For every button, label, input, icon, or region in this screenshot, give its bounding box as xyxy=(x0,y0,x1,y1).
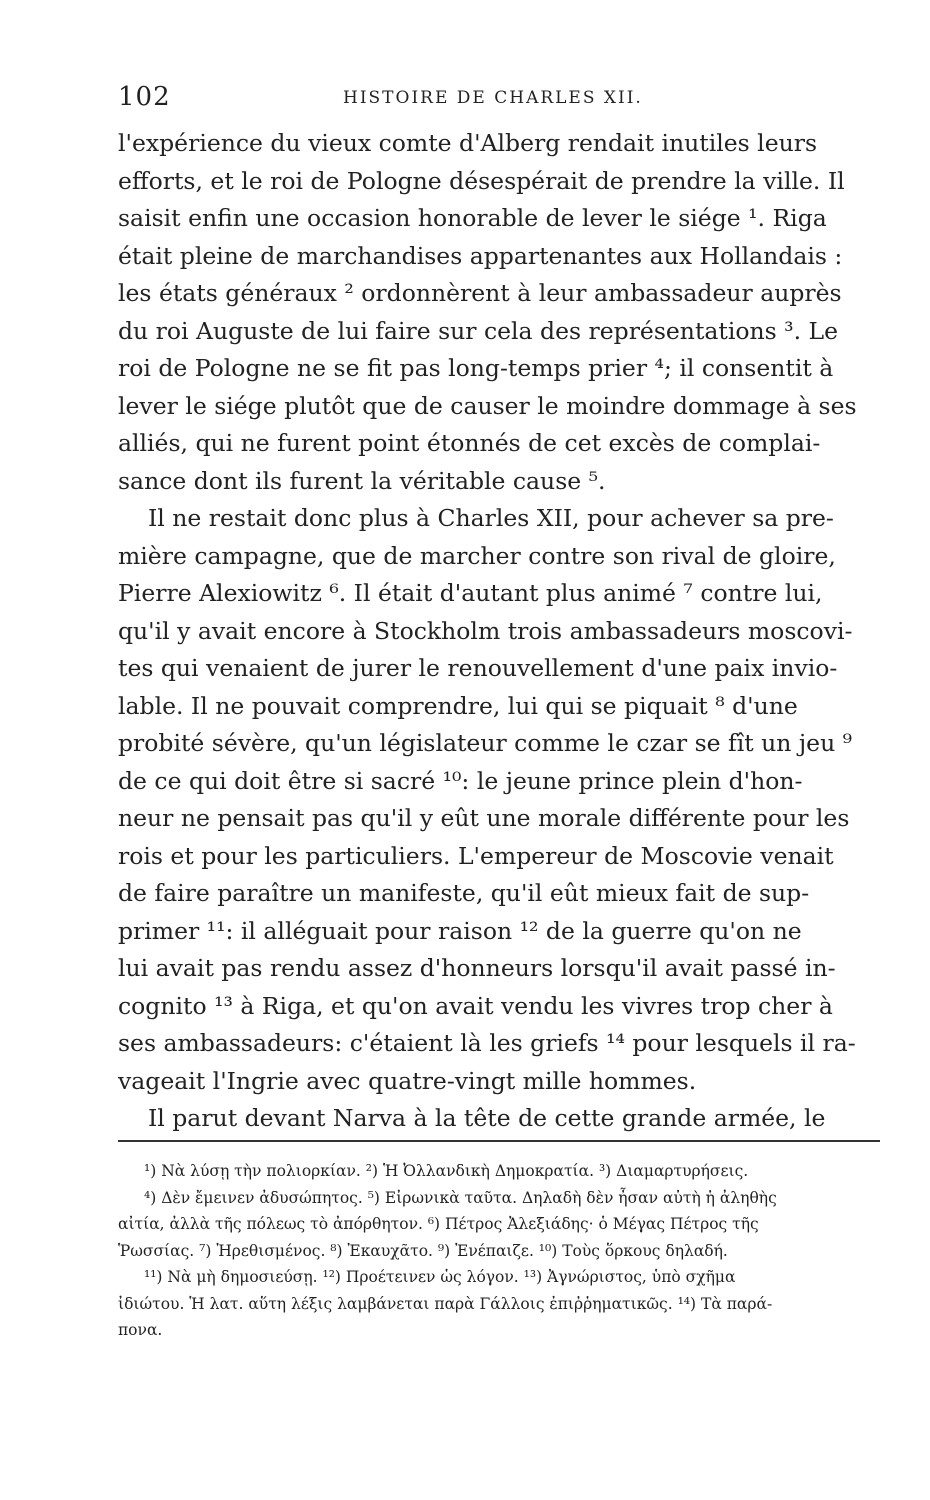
page-header xyxy=(118,82,878,118)
body-line: saisit enfin une occasion honorable de lever le siége ¹. Riga xyxy=(118,204,827,232)
footnote-line: ⁴) Δὲν ἔμεινεν ἀδυσώπητος. ⁵) Εἰρωνικὰ ταῦτα. Δηλαδὴ δὲν ἦσαν αὐτὴ ἡ ἀληθὴς xyxy=(144,1188,777,1207)
body-line: rois et pour les particuliers. L'empereur de Moscovie venait xyxy=(118,841,834,870)
footnote-line: Ῥωσσίας. ⁷) Ἠρεθισμένος. ⁸) Ἐκαυχᾶτο. ⁹) Ἐνέπαιζε. ¹⁰) Τοὺς ὅρκους δηλαδή. xyxy=(118,1241,728,1260)
body-text xyxy=(118,125,880,1138)
body-line: primer ¹¹: il alléguait pour raison ¹² de la guerre qu'on ne xyxy=(118,916,802,945)
footnote-line: ¹¹) Νὰ μὴ δημοσιεύσῃ. ¹²) Προέτεινεν ὡς λόγον. ¹³) Ἀγνώριστος, ὑπὸ σχῆμα xyxy=(144,1268,736,1286)
footnote-line: αἰτία, ἀλλὰ τῆς πόλεως τὸ ἀπόρθητον. ⁶) Πέτρος Ἀλεξιάδης· ὁ Μέγας Πέτρος τῆς xyxy=(118,1215,759,1233)
body-line: alliés, qui ne furent point étonnés de cet excès de complai- xyxy=(118,429,821,457)
body-line: du roi Auguste de lui faire sur cela des représentations ³. Le xyxy=(118,316,839,345)
body-line: vageait l'Ingrie avec quatre-vingt mille hommes. xyxy=(118,1066,697,1095)
body-line: les états généraux ² ordonnèrent à leur ambassadeur auprès xyxy=(118,279,842,307)
page-number: 102 xyxy=(118,82,171,112)
body-line: Pierre Alexiowitz ⁶. Il était d'autant plus animé ⁷ contre lui, xyxy=(118,579,823,607)
body-line: qu'il y avait encore à Stockholm trois ambassadeurs moscovi- xyxy=(118,616,853,645)
footnote-line: ¹) Νὰ λύσῃ τὴν πολιορκίαν. ²) Ἡ Ὀλλανδικὴ Δημοκρατία. ³) Διαμαρτυρήσεις. xyxy=(144,1162,749,1180)
footnote-line: ἰδιώτου. Ἡ λατ. αὕτη λέξις λαμβάνεται παρὰ Γάλλοις ἐπιῤῥηματικῶς. ¹⁴) Τὰ παρά- xyxy=(118,1294,773,1313)
body-line: lever le siége plutôt que de causer le moindre dommage à ses xyxy=(118,391,857,420)
body-line: mière campagne, que de marcher contre son rival de gloire, xyxy=(118,541,836,570)
body-line: de faire paraître un manifeste, qu'il eût mieux fait de sup- xyxy=(118,879,810,907)
body-line: tes qui venaient de jurer le renouvellement d'une paix invio- xyxy=(118,654,838,682)
body-line: roi de Pologne ne se fit pas long-temps prier ⁴; il consentit à xyxy=(118,354,834,382)
body-line: Il ne restait donc plus à Charles XII, pour achever sa pre- xyxy=(148,504,834,532)
running-title: HISTOIRE DE CHARLES XII. xyxy=(343,88,643,108)
body-line: probité sévère, qu'un législateur comme le czar se fît un jeu ⁹ xyxy=(118,729,853,757)
footnote-separator xyxy=(118,1140,880,1142)
footnote-line: πονα. xyxy=(118,1321,163,1339)
body-line: efforts, et le roi de Pologne désespérait de prendre la ville. Il xyxy=(118,166,845,195)
body-line: de ce qui doit être si sacré ¹⁰: le jeune prince plein d'hon- xyxy=(118,766,803,795)
body-line: cognito ¹³ à Riga, et qu'on avait vendu les vivres trop cher à xyxy=(118,991,833,1020)
body-line: lable. Il ne pouvait comprendre, lui qui se piquait ⁸ d'une xyxy=(118,691,798,720)
body-line: ses ambassadeurs: c'étaient là les griefs ¹⁴ pour lesquels il ra- xyxy=(118,1029,856,1057)
body-line: Il parut devant Narva à la tête de cette grande armée, le xyxy=(148,1104,826,1132)
body-line: sance dont ils furent la véritable cause ⁵. xyxy=(118,466,606,495)
body-line: lui avait pas rendu assez d'honneurs lorsqu'il avait passé in- xyxy=(118,954,836,982)
body-line: neur ne pensait pas qu'il y eût une morale différente pour les xyxy=(118,804,850,832)
footnotes xyxy=(118,1158,880,1344)
body-line: l'expérience du vieux comte d'Alberg rendait inutiles leurs xyxy=(118,129,818,157)
body-line: était pleine de marchandises appartenantes aux Hollandais : xyxy=(118,241,843,270)
